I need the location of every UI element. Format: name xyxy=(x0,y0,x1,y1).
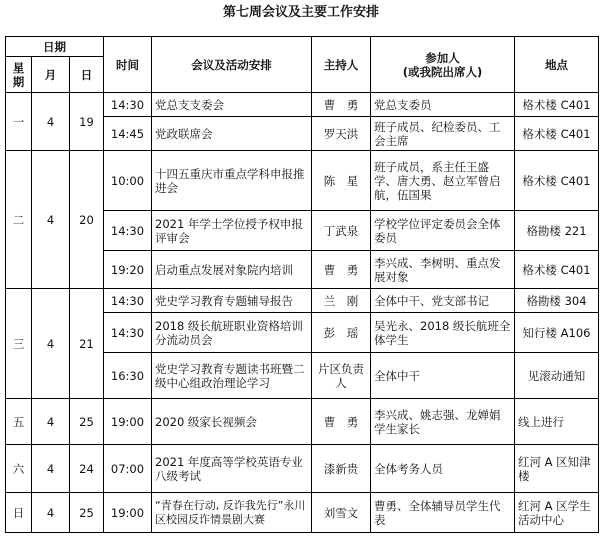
attendees-cell: 李兴成、姚志强、龙婵娟学生家长 xyxy=(371,399,515,445)
location-cell: 红河 A 区知津楼 xyxy=(515,445,599,493)
time-cell: 14:30 xyxy=(104,211,152,251)
host-header: 主持人 xyxy=(312,37,371,93)
day-cell: 19 xyxy=(70,93,104,151)
month-cell: 4 xyxy=(32,93,70,151)
day-cell: 20 xyxy=(70,151,104,289)
host-cell: 陈 星 xyxy=(312,151,371,211)
day-cell: 25 xyxy=(70,493,104,533)
time-cell: 14:30 xyxy=(104,313,152,353)
location-cell: 见滚动通知 xyxy=(515,353,599,399)
attendees-cell: 党总支委员 xyxy=(371,93,515,117)
agenda-cell: 2018 级长航班职业资格培训分流动员会 xyxy=(152,313,312,353)
time-cell: 19:00 xyxy=(104,399,152,445)
attendees-cell: 全体中干 xyxy=(371,353,515,399)
time-cell: 14:30 xyxy=(104,289,152,313)
time-cell: 14:30 xyxy=(104,93,152,117)
host-cell: 曹 勇 xyxy=(312,93,371,117)
host-cell: 曹 勇 xyxy=(312,251,371,289)
location-header: 地点 xyxy=(515,37,599,93)
month-header: 月 xyxy=(32,57,70,93)
month-cell: 4 xyxy=(32,399,70,445)
weekday-header: 星期 xyxy=(6,57,32,93)
weekday-cell: 五 xyxy=(6,399,32,445)
table-row xyxy=(6,493,599,533)
host-cell: 罗天洪 xyxy=(312,117,371,151)
table-row xyxy=(6,289,599,313)
month-cell: 4 xyxy=(32,289,70,399)
attendees-cell: 班子成员，系主任王盛学、唐大勇、赵立军曾启航，伍国果 xyxy=(371,151,515,211)
host-cell: 丁武泉 xyxy=(312,211,371,251)
location-cell: 格术楼 C401 xyxy=(515,251,599,289)
day-cell: 21 xyxy=(70,289,104,399)
attendees-header-line2: (或我院出席人) xyxy=(402,64,483,79)
header-row-1 xyxy=(6,37,599,57)
agenda-cell: 党政联席会 xyxy=(152,117,312,151)
location-cell: 格勘楼 221 xyxy=(515,211,599,251)
host-cell: 漆新贵 xyxy=(312,445,371,493)
attendees-cell: 全体中干、党支部书记 xyxy=(371,289,515,313)
agenda-cell: 2021 年度高等学校英语专业八级考试 xyxy=(152,445,312,493)
agenda-cell: 党史学习教育专题辅导报告 xyxy=(152,289,312,313)
schedule-table xyxy=(5,36,599,533)
agenda-header: 会议及活动安排 xyxy=(152,37,312,93)
month-cell: 4 xyxy=(32,445,70,493)
time-cell: 19:20 xyxy=(104,251,152,289)
attendees-cell: 学校学位评定委员会全体委员 xyxy=(371,211,515,251)
host-cell: 曹 勇 xyxy=(312,399,371,445)
month-cell: 4 xyxy=(32,493,70,533)
time-cell: 10:00 xyxy=(104,151,152,211)
agenda-cell: 启动重点发展对象院内培训 xyxy=(152,251,312,289)
day-header: 日 xyxy=(70,57,104,93)
day-cell: 24 xyxy=(70,445,104,493)
day-cell: 25 xyxy=(70,399,104,445)
table-row xyxy=(6,93,599,117)
location-cell: 格术楼 C401 xyxy=(515,151,599,211)
agenda-cell: 党总支支委会 xyxy=(152,93,312,117)
attendees-header-line1: 参加人 xyxy=(425,50,460,65)
weekday-cell: 日 xyxy=(6,493,32,533)
attendees-cell: 班子成员、纪检委员、工会主席 xyxy=(371,117,515,151)
location-cell: 知行楼 A106 xyxy=(515,313,599,353)
table-row xyxy=(6,151,599,211)
weekday-cell: 六 xyxy=(6,445,32,493)
weekday-cell: 二 xyxy=(6,151,32,289)
weekday-cell: 一 xyxy=(6,93,32,151)
host-cell: 刘雪文 xyxy=(312,493,371,533)
attendees-header xyxy=(371,37,515,93)
time-header: 时间 xyxy=(104,37,152,93)
attendees-cell: 曹勇、全体辅导员学生代表 xyxy=(371,493,515,533)
location-cell: 红河 A 区学生活动中心 xyxy=(515,493,599,533)
agenda-cell: 2021 年学士学位授予权申报评审会 xyxy=(152,211,312,251)
table-row xyxy=(6,399,599,445)
host-cell: 片区负责人 xyxy=(312,353,371,399)
host-cell: 兰 刚 xyxy=(312,289,371,313)
agenda-cell: “青春在行动, 反诈我先行”永川区校园反诈情景剧大赛 xyxy=(152,493,312,533)
month-cell: 4 xyxy=(32,151,70,289)
location-cell: 格术楼 C401 xyxy=(515,93,599,117)
agenda-cell: 2020 级家长视频会 xyxy=(152,399,312,445)
time-cell: 16:30 xyxy=(104,353,152,399)
location-cell: 格术楼 C401 xyxy=(515,117,599,151)
weekday-cell: 三 xyxy=(6,289,32,399)
agenda-cell: 党史学习教育专题读书班暨二级中心组政治理论学习 xyxy=(152,353,312,399)
time-cell: 19:00 xyxy=(104,493,152,533)
table-row xyxy=(6,445,599,493)
attendees-cell: 李兴成、李树明、重点发展对象 xyxy=(371,251,515,289)
agenda-cell: 十四五重庆市重点学科申报推进会 xyxy=(152,151,312,211)
date-header: 日期 xyxy=(6,37,104,57)
time-cell: 14:45 xyxy=(104,117,152,151)
attendees-cell: 全体考务人员 xyxy=(371,445,515,493)
attendees-cell: 吴光永、2018 级长航班全体学生 xyxy=(371,313,515,353)
host-cell: 彭 瑶 xyxy=(312,313,371,353)
time-cell: 07:00 xyxy=(104,445,152,493)
location-cell: 线上进行 xyxy=(515,399,599,445)
page-title: 第七周会议及主要工作安排 xyxy=(222,5,379,20)
location-cell: 格勘楼 304 xyxy=(515,289,599,313)
